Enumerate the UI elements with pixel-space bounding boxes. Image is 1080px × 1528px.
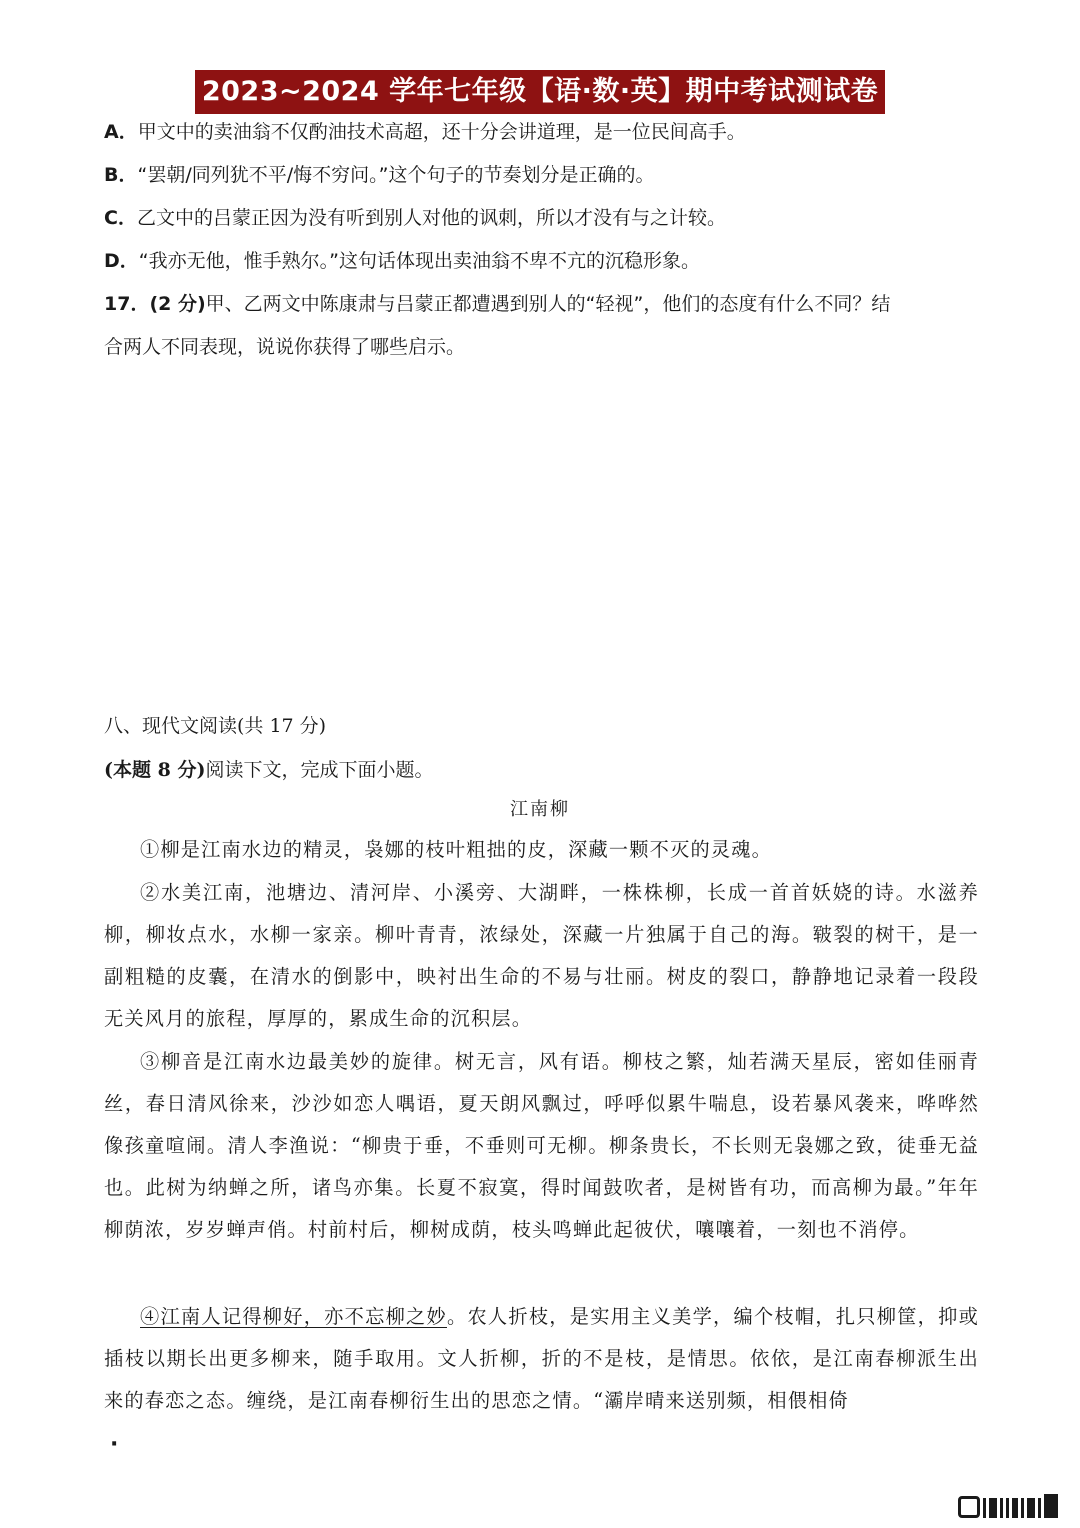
article-paragraph-2: ②水美江南，池塘边、清河岸、小溪旁、大湖畔，一株株柳，长成一首首妖娆的诗。水滋养柳，柳妆点水，水柳一家亲。柳叶青青，浓绿处，深藏一片独属于自己的海。皲裂的树干，是一副粗糙的皮囊，在清水的倒影中，映衬出生命的不易与壮丽。树皮的裂口，静静地记录着一段段无关风月的旅程，厚厚的，累成生命的沉积层。 <box>104 881 979 1030</box>
question-text-line1: 甲、乙两文中陈康肃与吕蒙正都遭遇到别人的“轻视”，他们的态度有什么不同？结 <box>205 293 891 315</box>
option-text: “我亦无他，惟手熟尔。”这句话体现出卖油翁不卑不亢的沉稳形象。 <box>138 250 700 272</box>
option-c <box>104 203 726 230</box>
option-text: 乙文中的吕蒙正因为没有听到别人对他的讽刺，所以才没有与之计较。 <box>136 207 726 229</box>
question-17-continued <box>104 332 465 359</box>
section-heading: 八、现代文阅读(共 17 分) <box>104 715 327 737</box>
article-paragraph-1: ①柳是江南水边的精灵，袅娜的枝叶粗拙的皮，深藏一颗不灭的灵魂。 <box>140 838 773 861</box>
question-text-line2: 合两人不同表现，说说你获得了哪些启示。 <box>104 336 466 358</box>
option-letter: B． <box>104 164 138 186</box>
article-title: 江南柳 <box>510 799 570 820</box>
option-a <box>104 117 746 144</box>
article-paragraph-4 <box>104 1296 979 1422</box>
option-letter: A． <box>104 121 138 143</box>
underlined-sentence: ④江南人记得柳好，亦不忘柳之妙 <box>140 1305 447 1328</box>
option-letter: D． <box>104 250 139 272</box>
option-text: 甲文中的卖油翁不仅酌油技术高超，还十分会讲道理，是一位民间高手。 <box>137 121 746 143</box>
paragraph-4-text: 。农人折枝，是实用主义美学，编个枝帽，扎只柳筐，抑或插枝以期长出更多柳来，随手取用。文人折柳，折的不是枝，是情思。依依，是江南春柳派生出来的春恋之态。缠绕，是江南春柳衍生出的思恋之情。“灞岸晴来送别频，相偎相倚 <box>104 1305 980 1412</box>
instruction-text: 阅读下文，完成下面小题。 <box>205 759 434 781</box>
option-letter: C． <box>104 207 137 229</box>
question-17 <box>104 289 890 316</box>
trailing-mark: · <box>110 1432 119 1457</box>
exam-title-banner: 2023~2024 学年七年级【语·数·英】期中考试测试卷 <box>195 70 885 114</box>
section-instruction <box>104 755 433 782</box>
option-d <box>104 246 700 273</box>
app-badge-icon <box>958 1488 1058 1518</box>
option-b <box>104 160 654 187</box>
option-text: “罢朝/同列犹不平/悔不穷问。”这个句子的节奏划分是正确的。 <box>137 164 655 186</box>
article-paragraph-3: ③柳音是江南水边最美妙的旋律。树无言，风有语。柳枝之繁，灿若满天星辰，密如佳丽青丝，春日清风徐来，沙沙如恋人喁语，夏天朗风飘过，呼呼似累牛喘息，设若暴风袭来，哗哗然像孩童喧闹。清人李渔说：“柳贵于垂，不垂则可无柳。柳条贵长，不长则无袅娜之致，徒垂无益也。此树为纳蝉之所，诸鸟亦集。长夏不寂寞，得时闻鼓吹者，是树皆有功，而高柳为最。”年年柳荫浓，岁岁蝉声俏。村前村后，柳树成荫，枝头鸣蝉此起彼伏，嚷嚷着，一刻也不消停。 <box>104 1050 979 1241</box>
question-number: 17．(2 分) <box>104 293 206 315</box>
instruction-points: (本题 8 分) <box>104 759 206 781</box>
